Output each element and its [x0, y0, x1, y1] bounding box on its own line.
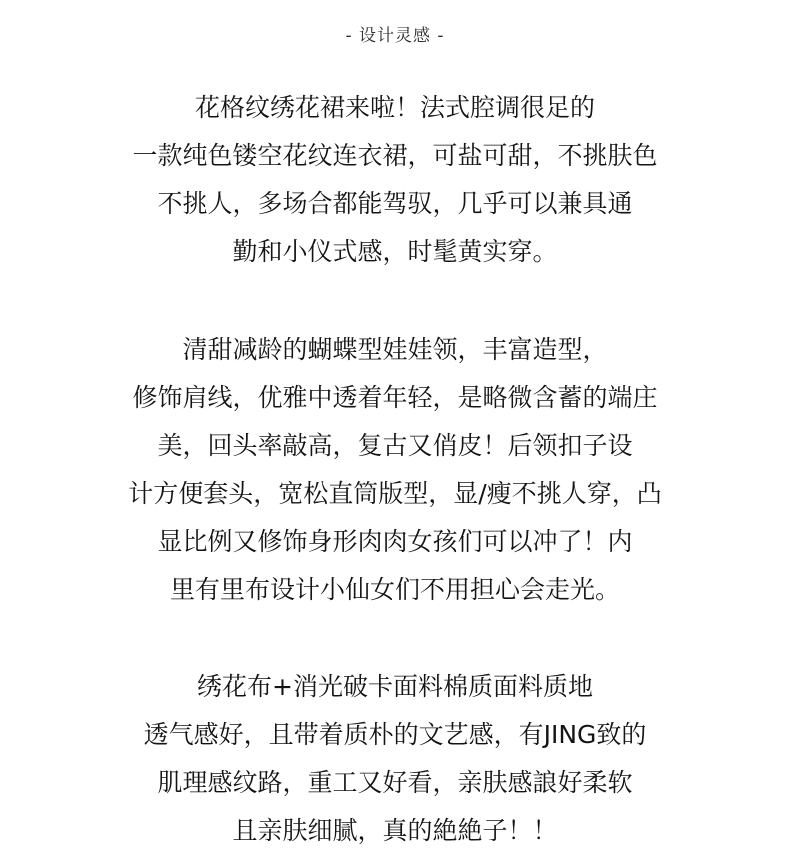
- paragraph-line: 一款纯色镂空花纹连衣裙，可盐可甜，不挑肤色: [132, 141, 658, 170]
- paragraph-line: 显比例又修饰身形肉肉女孩们可以冲了！内: [157, 527, 633, 556]
- paragraph-design-intro: [0, 84, 790, 276]
- paragraph-line: 肌理感纹路，重工又好看，亲肤感誏好柔软: [157, 768, 633, 797]
- paragraph-line: 修饰肩线，优雅中透着年轻，是略微含蓄的端庄: [132, 383, 658, 412]
- paragraph-line: 计方便套头，宽松直筒版型，显/瘦不挑人穿，凸: [128, 479, 662, 508]
- paragraph-line: 不挑人，多场合都能驾驭，几乎可以兼具通: [157, 189, 633, 218]
- paragraph-line: 里有里布设计小仙女们不用担心会走光。: [169, 575, 620, 604]
- paragraph-line: 且亲肤细腻，真的絶絶子！！: [232, 816, 558, 845]
- paragraph-line: 花格纹绣花裙来啦！法式腔调很足的: [194, 93, 595, 122]
- paragraph-line: 绣花布+消光破卡面料棉质面料质地: [197, 672, 593, 701]
- paragraph-line: 美，回头率敲高，复古又俏皮！后领扣子设: [157, 431, 633, 460]
- paragraph-fabric: [0, 663, 790, 855]
- paragraph-collar-fit: [0, 326, 790, 614]
- paragraph-line: 透气感好，且带着质朴的文艺感，有JING致的: [143, 720, 647, 749]
- section-heading: - 设计灵感 -: [345, 26, 445, 46]
- paragraph-line: 勤和小仪式感，时髦黄实穿。: [232, 237, 558, 266]
- paragraph-line: 清甜减龄的蝴蝶型娃娃领，丰富造型，: [182, 335, 608, 364]
